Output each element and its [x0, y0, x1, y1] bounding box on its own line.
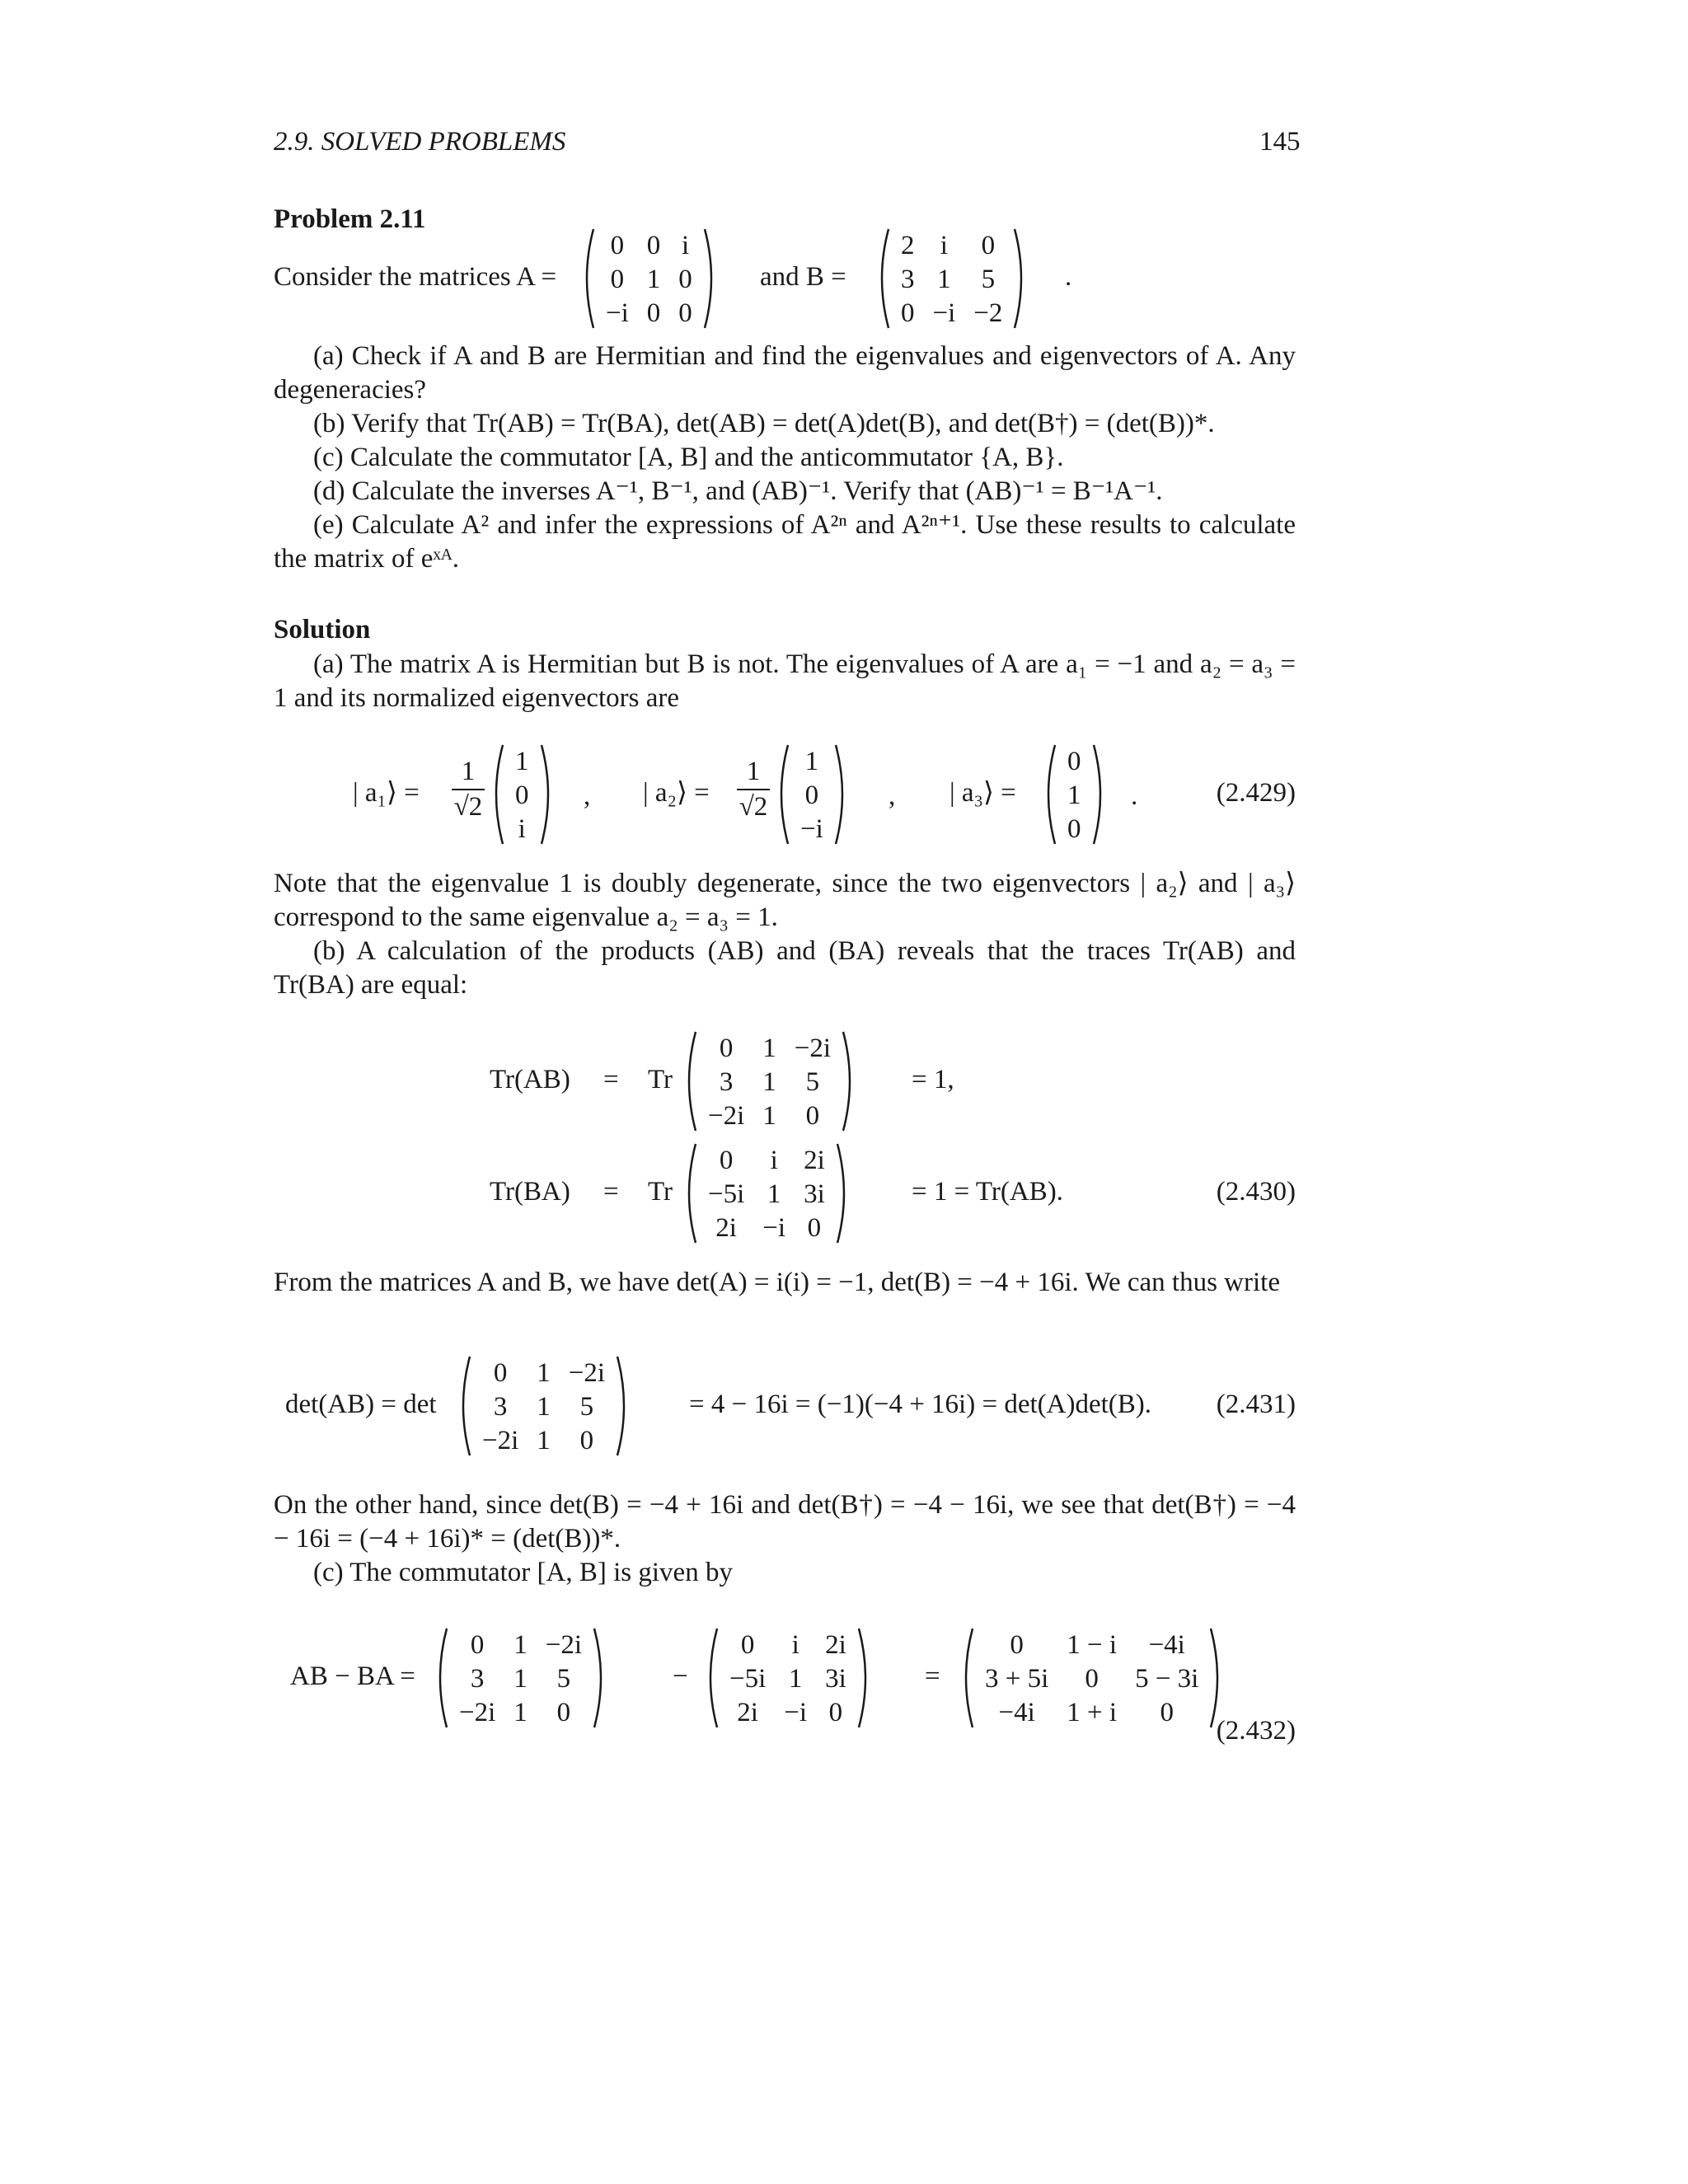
problem-part-b: (b) Verify that Tr(AB) = Tr(BA), det(AB) = det(A)det(B), and det(B†) = (det(B))*.	[313, 409, 1215, 438]
matrix-cell: 0	[646, 298, 661, 328]
matrix-a	[579, 227, 720, 330]
matrix-cell: 0	[1067, 813, 1081, 844]
matrix-cell: −i	[762, 1212, 786, 1243]
matrix-cell: 1	[513, 1663, 528, 1694]
commutator-label: AB − BA =	[290, 1661, 415, 1691]
matrix-cell: −2i	[708, 1100, 745, 1131]
comma: ,	[584, 781, 591, 811]
matrix-cell: 2	[901, 231, 915, 261]
matrix-cell: 0	[719, 1033, 734, 1064]
problem-part-e: (e) Calculate A² and infer the expressions of A²ⁿ and A²ⁿ⁺¹. Use these results to calculate the matrix of eˣᴬ.	[274, 510, 1296, 574]
matrix-cell: 2i	[825, 1630, 846, 1661]
matrix-cell: 2i	[737, 1697, 758, 1727]
matrix-cell: 1	[537, 1425, 551, 1455]
matrix-cell: 0	[493, 1358, 508, 1389]
matrix-cell: 5	[579, 1391, 594, 1422]
matrix-cell: 0	[1067, 747, 1081, 777]
matrix-cell: 0	[610, 231, 625, 261]
matrix-cell: 3i	[825, 1663, 846, 1694]
matrix-cell: 0	[556, 1697, 571, 1727]
matrix-cell: 1	[646, 264, 661, 294]
matrix-ab	[455, 1355, 632, 1457]
trace-ba-result: = 1 = Tr(AB).	[912, 1177, 1063, 1207]
equation-number: (2.429)	[1216, 778, 1296, 808]
solution-part-a: (a) The matrix A is Hermitian but B is not. The eigenvalues of A are a₁ = −1 and a₂ = a₃ = 1 and its normalized eigenvectors are	[274, 649, 1296, 713]
matrix-cell: 1	[762, 1033, 776, 1064]
matrix-cell: 0	[470, 1630, 485, 1661]
fraction-1-over-root2: 1 √2	[737, 757, 770, 823]
trace-ba-label: Tr(BA)	[490, 1177, 570, 1207]
matrix-cell: −2i	[794, 1033, 832, 1064]
period: .	[1131, 781, 1138, 811]
matrix-cell: −2i	[482, 1425, 519, 1455]
matrix-cell: −i	[784, 1697, 808, 1727]
running-header: 2.9. SOLVED PROBLEMS	[274, 127, 566, 157]
matrix-cell: −i	[932, 298, 956, 328]
matrix-cell: −5i	[729, 1663, 767, 1694]
solution-title: Solution	[274, 615, 371, 644]
matrix-cell: −4i	[998, 1697, 1035, 1727]
ket-a1: | a₁⟩ =	[353, 778, 420, 808]
matrix-cell: 1	[937, 264, 951, 294]
matrix-cell: 1	[537, 1391, 551, 1422]
matrix-cell: 3i	[804, 1179, 825, 1209]
matrix-cell: 1	[804, 747, 819, 777]
matrix-cell: 0	[678, 264, 692, 294]
matrix-cell: −5i	[708, 1179, 745, 1209]
matrix-cell: 1	[762, 1066, 776, 1097]
matrix-cell: 5	[805, 1066, 820, 1097]
matrix-cell: −2i	[568, 1358, 606, 1389]
matrix-cell: 1	[767, 1179, 781, 1209]
det-ab-label: det(AB) = det	[285, 1390, 437, 1419]
solution-part-c: (c) The commutator [A, B] is given by	[313, 1558, 733, 1587]
matrix-cell: 5 − 3i	[1135, 1663, 1199, 1694]
ket-a3: | a₃⟩ =	[950, 778, 1016, 808]
problem-part-c: (c) Calculate the commutator [A, B] and the anticommutator {A, B}.	[313, 443, 1064, 472]
matrix-cell: 0	[678, 298, 692, 328]
matrix-commutator-result	[958, 1627, 1226, 1729]
matrix-cell: 0	[1010, 1630, 1024, 1661]
matrix-cell: 3	[493, 1391, 508, 1422]
solution-part-b: (b) A calculation of the products (AB) and (BA) reveals that the traces Tr(AB) and Tr(BA) are equal:	[274, 936, 1296, 1000]
matrix-ab	[681, 1030, 858, 1132]
det-ab-result: = 4 − 16i = (−1)(−4 + 16i) = det(A)det(B).	[689, 1390, 1151, 1419]
matrix-cell: 0	[901, 298, 915, 328]
eigenvector-a1	[488, 743, 556, 846]
matrix-cell: 0	[610, 264, 625, 294]
matrix-cell: 3	[719, 1066, 734, 1097]
matrix-cell: −2i	[545, 1630, 583, 1661]
matrix-cell: −2	[973, 298, 1003, 328]
matrix-cell: 3	[901, 264, 915, 294]
matrix-cell: 1	[515, 747, 529, 777]
problem-title: Problem 2.11	[274, 204, 426, 234]
trace-ab-label: Tr(AB)	[490, 1065, 570, 1094]
minus-sign: −	[673, 1661, 688, 1691]
matrix-cell: 2i	[715, 1212, 737, 1243]
matrix-cell: 0	[828, 1697, 843, 1727]
determinant-paragraph: From the matrices A and B, we have det(A) = i(i) = −1, det(B) = −4 + 16i. We can thus write	[274, 1268, 1280, 1297]
matrix-cell: 0	[579, 1425, 594, 1455]
equation-number: (2.430)	[1216, 1177, 1296, 1207]
matrix-ba	[681, 1142, 852, 1244]
matrix-cell: −4i	[1148, 1630, 1185, 1661]
equals-sign: =	[603, 1177, 619, 1207]
matrix-cell: 0	[807, 1212, 822, 1243]
matrix-cell: 0	[515, 780, 529, 810]
and-b-label: and B =	[760, 262, 846, 292]
matrix-cell: −i	[800, 813, 823, 844]
matrix-cell: 1	[762, 1100, 776, 1131]
matrix-cell: 0	[981, 231, 996, 261]
matrix-cell: 1	[537, 1358, 551, 1389]
trace-ab-result: = 1,	[912, 1065, 954, 1094]
matrix-cell: 0	[805, 1100, 820, 1131]
matrix-cell: i	[940, 231, 948, 261]
det-dagger-paragraph: On the other hand, since det(B) = −4 + 16i and det(B†) = −4 − 16i, we see that det(B†) = −4 − 16i = (−4 + 16i)* = (det(B))*.	[274, 1490, 1296, 1554]
matrix-cell: 0	[646, 231, 661, 261]
trace-operator: Tr	[648, 1177, 673, 1207]
matrix-cell: i	[791, 1630, 799, 1661]
problem-intro: Consider the matrices A =	[274, 262, 557, 292]
matrix-b	[874, 227, 1029, 330]
fraction-1-over-root2: 1 √2	[452, 757, 485, 823]
matrix-cell: 3	[470, 1663, 485, 1694]
matrix-cell: i	[518, 813, 526, 844]
problem-part-d: (d) Calculate the inverses A⁻¹, B⁻¹, and (AB)⁻¹. Verify that (AB)⁻¹ = B⁻¹A⁻¹.	[313, 476, 1163, 506]
equals-sign: =	[925, 1661, 940, 1691]
matrix-cell: −i	[606, 298, 629, 328]
equals-sign: =	[603, 1065, 619, 1094]
ket-a2: | a₂⟩ =	[643, 778, 710, 808]
matrix-cell: −2i	[459, 1697, 496, 1727]
trace-operator: Tr	[648, 1065, 673, 1094]
degeneracy-note: Note that the eigenvalue 1 is doubly degenerate, since the two eigenvectors | a₂⟩ and | a₃⟩ correspond to the same eigenvalue a₂ = a₃ = 1.	[274, 869, 1296, 932]
matrix-cell: 5	[981, 264, 996, 294]
matrix-ab	[432, 1627, 609, 1729]
matrix-cell: 1	[513, 1630, 528, 1661]
eigenvector-a3	[1040, 743, 1109, 846]
problem-part-a: (a) Check if A and B are Hermitian and find the eigenvalues and eigenvectors of A. Any degeneracies?	[274, 341, 1296, 405]
matrix-cell: 5	[556, 1663, 571, 1694]
matrix-ba	[702, 1627, 874, 1729]
matrix-cell: 0	[1160, 1697, 1174, 1727]
matrix-cell: 1	[513, 1697, 528, 1727]
matrix-cell: 1 + i	[1067, 1697, 1118, 1727]
matrix-cell: 1 − i	[1067, 1630, 1118, 1661]
eigenvector-a2	[773, 743, 851, 846]
matrix-cell: 1	[1067, 780, 1081, 810]
page-number: 145	[1259, 127, 1301, 157]
matrix-cell: 0	[804, 780, 819, 810]
matrix-cell: 2i	[804, 1146, 825, 1176]
matrix-cell: 1	[788, 1663, 803, 1694]
equation-number: (2.432)	[1216, 1716, 1296, 1746]
matrix-cell: 0	[1085, 1663, 1099, 1694]
matrix-cell: i	[681, 231, 690, 261]
equation-number: (2.431)	[1216, 1390, 1296, 1419]
matrix-cell: 0	[740, 1630, 755, 1661]
matrix-cell: 0	[719, 1146, 734, 1176]
comma: ,	[889, 781, 896, 811]
matrix-cell: 3 + 5i	[985, 1663, 1049, 1694]
matrix-cell: i	[770, 1146, 778, 1176]
period: .	[1065, 262, 1072, 292]
